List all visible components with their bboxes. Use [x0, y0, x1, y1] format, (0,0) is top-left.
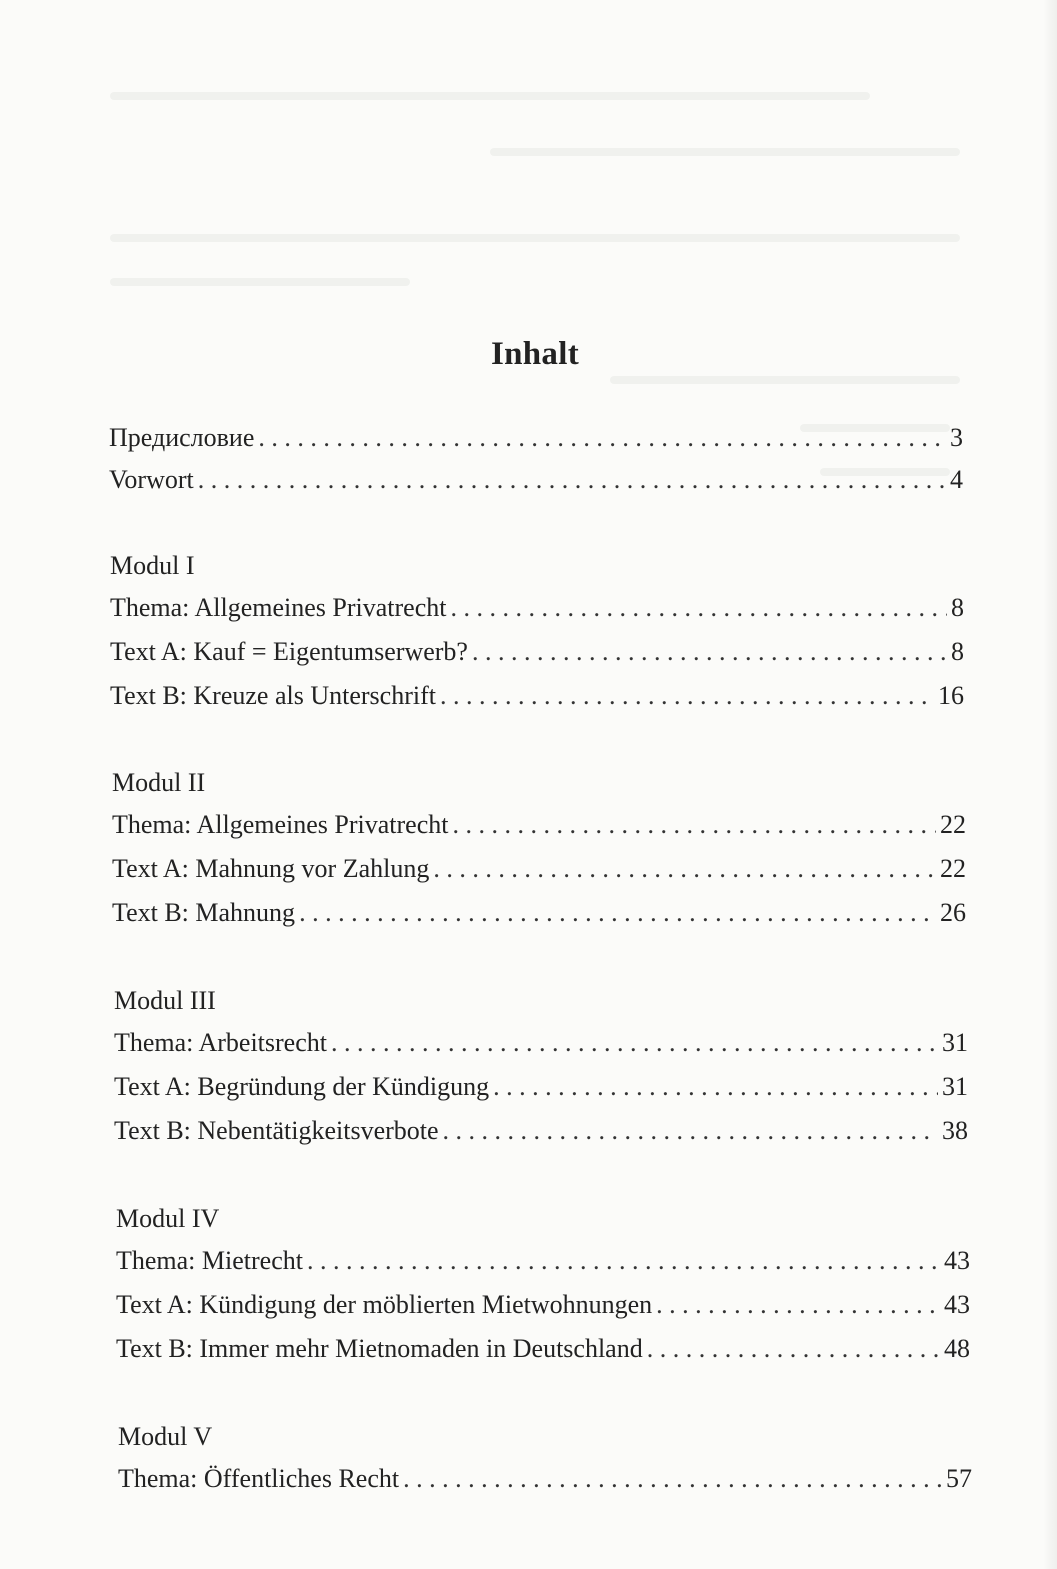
toc-page-number: 31: [942, 1028, 968, 1057]
toc-entry: [110, 591, 964, 625]
toc-entry-text: Text B: Immer mehr Mietnomaden in Deutschland: [116, 1334, 643, 1363]
toc-leader-dots: [493, 1070, 938, 1104]
toc-entry: [109, 463, 963, 497]
module-heading: Modul II: [112, 768, 206, 797]
toc-entry-text: Text B: Mahnung: [112, 898, 296, 927]
toc-entry: [114, 1114, 968, 1148]
toc-leader-dots: [656, 1288, 940, 1322]
toc-entry-text: Text B: Nebentätigkeitsverbote: [114, 1116, 439, 1145]
toc-entry-text: Thema: Arbeitsrecht: [114, 1028, 327, 1057]
bleed-through-line: [610, 376, 960, 384]
toc-leader-dots: [443, 1114, 938, 1148]
toc-page-number: 3: [950, 423, 963, 452]
toc-entry-text: Text A: Begründung der Kündigung: [114, 1072, 490, 1101]
toc-leader-dots: [440, 679, 934, 713]
page-edge-shadow: [1043, 0, 1057, 1569]
module-heading: Modul I: [110, 551, 195, 580]
toc-leader-dots: [450, 591, 947, 625]
toc-leader-dots: [433, 852, 936, 886]
toc-entry-text: Vorwort: [109, 465, 194, 494]
toc-entry-text: Text B: Kreuze als Unterschrift: [110, 681, 436, 710]
toc-entry-text: Text A: Kündigung der möblierten Mietwohnungen: [116, 1290, 653, 1319]
toc-page-number: 43: [944, 1246, 970, 1275]
toc-leader-dots: [647, 1332, 940, 1366]
toc-entry-text: Thema: Allgemeines Privatrecht: [110, 593, 447, 622]
bleed-through-line: [110, 234, 960, 242]
toc-entry: [114, 1026, 968, 1060]
toc-entry: [116, 1332, 970, 1366]
module-heading: Modul III: [114, 986, 216, 1015]
bleed-through-line: [490, 148, 960, 156]
toc-entry-text: Thema: Mietrecht: [116, 1246, 303, 1275]
toc-entry: [109, 421, 963, 455]
toc-page-number: 38: [942, 1116, 968, 1145]
toc-page-number: 26: [940, 898, 966, 927]
bleed-through-line: [110, 278, 410, 286]
toc-leader-dots: [258, 421, 946, 455]
toc-page-number: 8: [951, 593, 964, 622]
toc-leader-dots: [299, 896, 936, 930]
toc-entry: [110, 679, 964, 713]
toc-entry: [112, 852, 966, 886]
toc-entry: [114, 1070, 968, 1104]
toc-leader-dots: [198, 463, 946, 497]
toc-entry-text: Thema: Allgemeines Privatrecht: [112, 810, 449, 839]
toc-page-number: 22: [940, 854, 966, 883]
toc-leader-dots: [472, 635, 947, 669]
toc-leader-dots: [403, 1462, 942, 1496]
toc-page-number: 57: [946, 1464, 972, 1493]
toc-entry-text: Text A: Kauf = Eigentumserwerb?: [110, 637, 468, 666]
page-title: Inhalt: [490, 336, 579, 372]
toc-page-number: 16: [938, 681, 964, 710]
toc-entry: [118, 1462, 972, 1496]
toc-entry: [110, 635, 964, 669]
toc-leader-dots: [307, 1244, 940, 1278]
toc-page-number: 8: [951, 637, 964, 666]
toc-page-number: 48: [944, 1334, 970, 1363]
toc-entry-text: Text A: Mahnung vor Zahlung: [112, 854, 430, 883]
module-heading: Modul IV: [116, 1204, 220, 1233]
toc-entry-text: Предисловие: [109, 423, 255, 452]
toc-entry: [116, 1288, 970, 1322]
toc-page-number: 4: [950, 465, 963, 494]
toc-page-number: 31: [942, 1072, 968, 1101]
toc-entry: [112, 896, 966, 930]
toc-leader-dots: [331, 1026, 938, 1060]
toc-page-number: 22: [940, 810, 966, 839]
toc-entry-text: Thema: Öffentliches Recht: [118, 1464, 400, 1493]
bleed-through-line: [110, 92, 870, 100]
module-heading: Modul V: [118, 1422, 213, 1451]
toc-entry: [116, 1244, 970, 1278]
toc-entry: [112, 808, 966, 842]
toc-leader-dots: [452, 808, 936, 842]
toc-page-number: 43: [944, 1290, 970, 1319]
